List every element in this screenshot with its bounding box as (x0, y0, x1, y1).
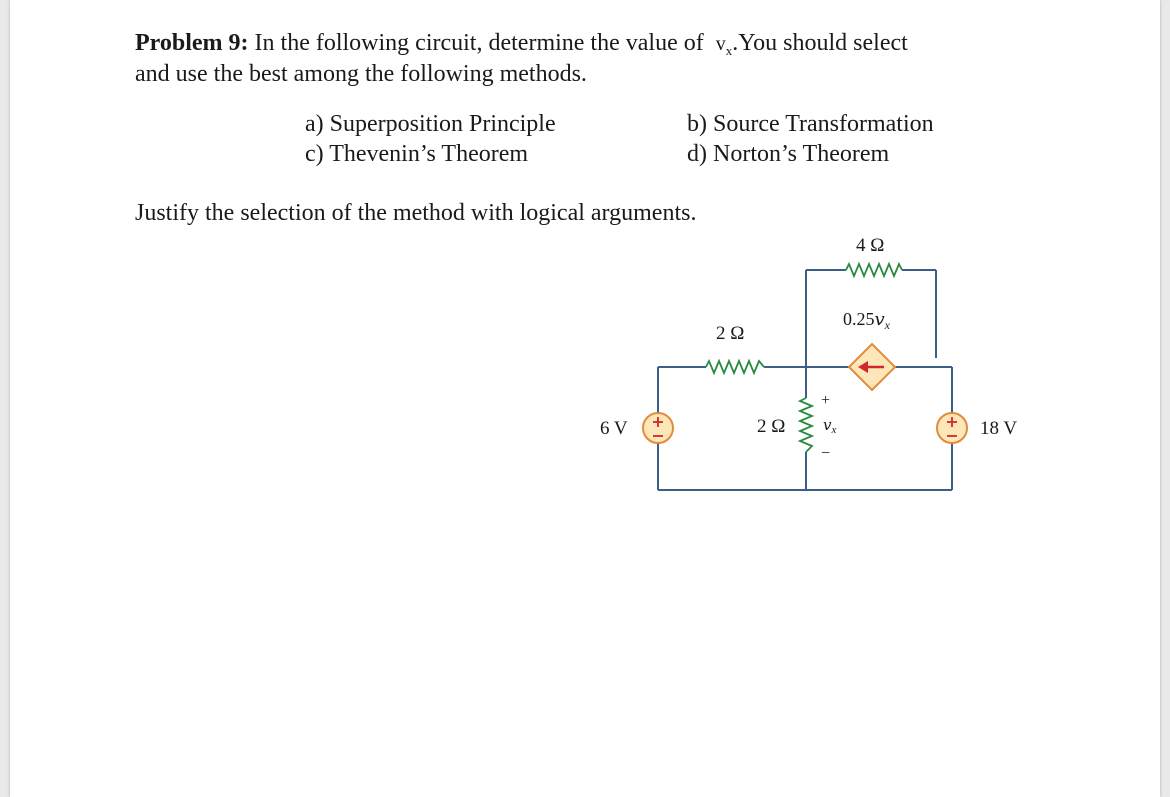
problem-text-b: .You should select (732, 30, 908, 56)
voltage-source-6v-label: 6 V (600, 418, 628, 439)
resistor-2ohm-mid (800, 398, 812, 452)
vx-minus: − (821, 445, 831, 462)
resistor-4ohm-label: 4 Ω (856, 235, 885, 256)
dependent-current-source (849, 344, 895, 390)
problem-text-a: In the following circuit, determine the value of (248, 30, 710, 56)
resistor-2ohm-left-label: 2 Ω (716, 323, 745, 344)
resistor-2ohm-left (706, 361, 764, 373)
justify-instruction: Justify the selection of the method with logical arguments. (135, 200, 697, 226)
vx-label: 𝑣$_x$ (823, 418, 837, 436)
option-c: c) Thevenin’s Theorem (305, 141, 529, 167)
voltage-source-18v-label: 18 V (980, 418, 1018, 439)
resistor-2ohm-mid-label: 2 Ω (757, 416, 786, 437)
problem-statement-line2: and use the best among the following methods. (135, 61, 587, 87)
problem-variable: $v_x$ (715, 33, 733, 58)
resistor-4ohm (846, 264, 902, 276)
option-b: b) Source Transformation (687, 111, 934, 137)
voltage-source-6v (643, 413, 673, 443)
option-d: d) Norton’s Theorem (687, 141, 890, 167)
option-a: a) Superposition Principle (305, 111, 556, 137)
dependent-source-label: 0.25𝑣$_x$ (843, 309, 890, 332)
vx-plus: + (821, 392, 831, 409)
problem-label: Problem 9: (135, 30, 249, 56)
circuit-wires (658, 270, 952, 490)
voltage-source-18v (937, 413, 967, 443)
